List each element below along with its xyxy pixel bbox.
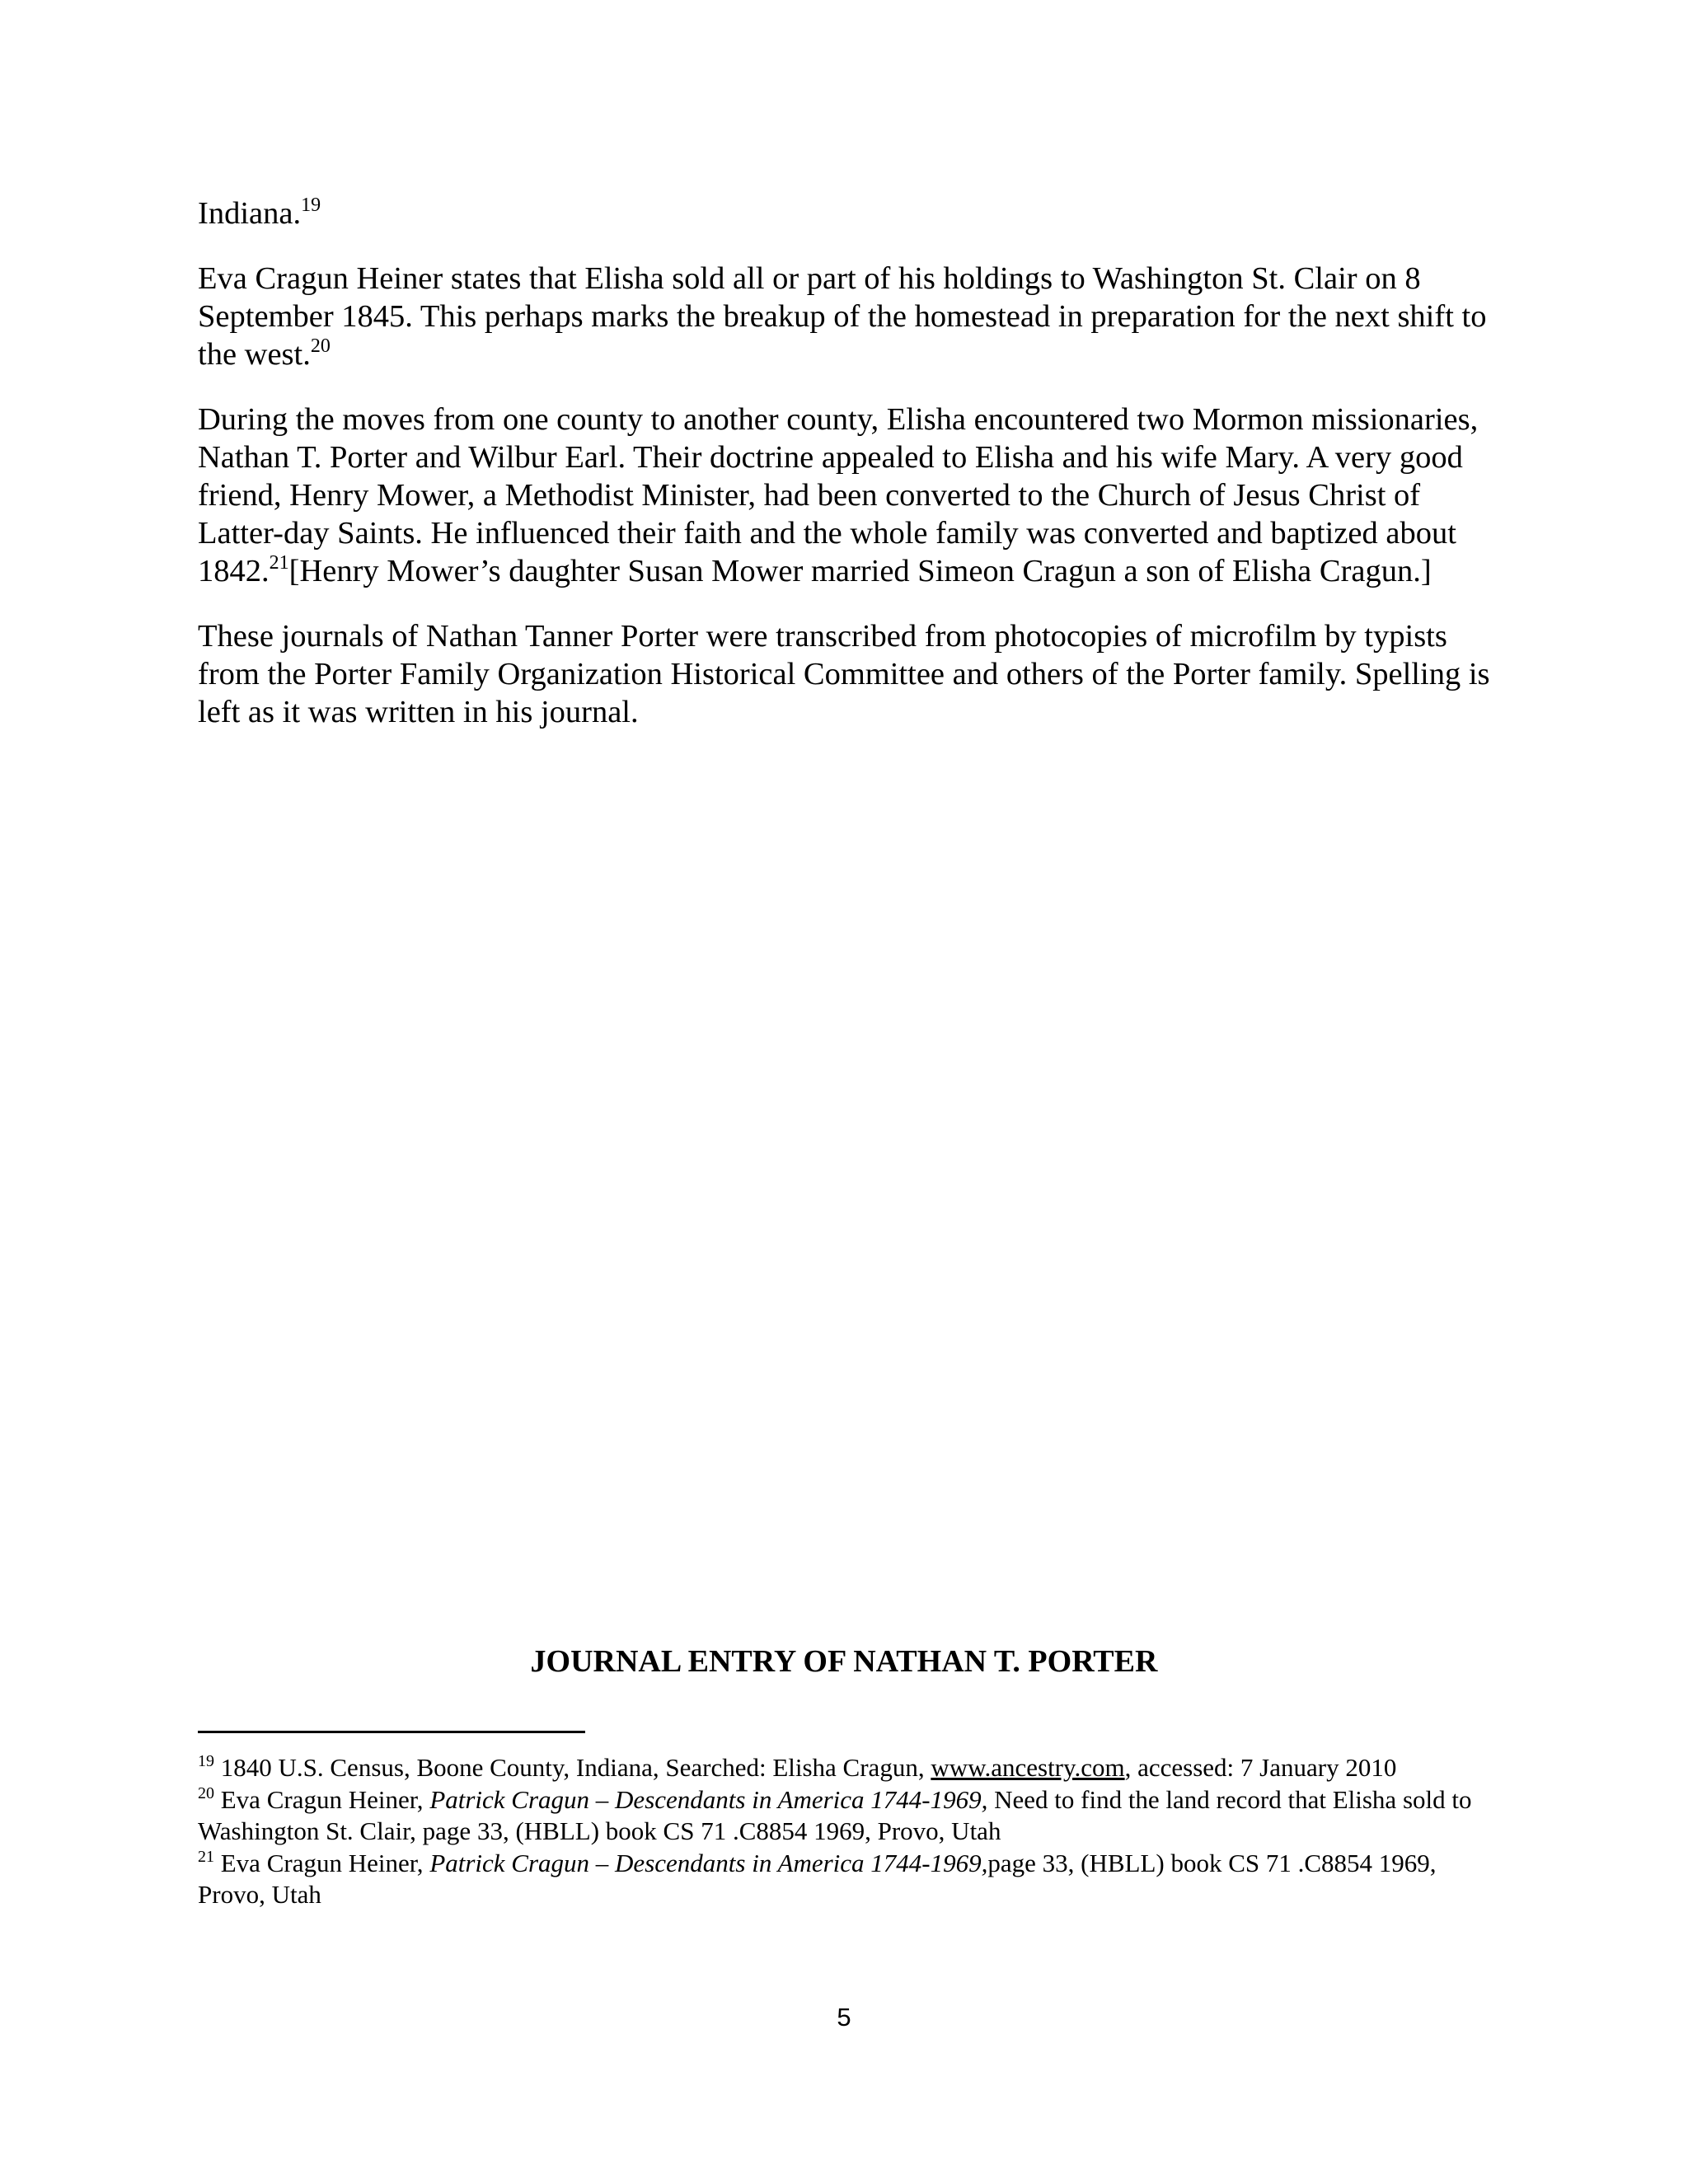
paragraph-3-bracket-note: [Henry Mower’s daughter Susan Mower married Simeon Cragun a son of Elisha Cragun.] [288, 554, 1432, 588]
footnote-ref-21[interactable]: 21 [269, 552, 289, 574]
footnote-text: Eva Cragun Heiner, [214, 1848, 430, 1877]
book-title: Patrick Cragun – Descendants in America 1744-1969, [429, 1848, 988, 1877]
footnote-number: 21 [198, 1847, 214, 1866]
footnote-number: 20 [198, 1783, 214, 1802]
footnotes [198, 1752, 1484, 1911]
paragraph-2-text: Eva Cragun Heiner states that Elisha sold all or part of his holdings to Washington St. Clair on 8 September 1845. This perhaps marks the breakup of the homestead in preparation for the next shift to the west. [198, 261, 1487, 372]
section-heading: JOURNAL ENTRY OF NATHAN T. PORTER [530, 1644, 1158, 1679]
ancestry-link[interactable]: www.ancestry.com [931, 1753, 1125, 1782]
paragraph-4-text: These journals of Nathan Tanner Porter were transcribed from photocopies of microfilm by typists from the Porter Family Organization Historical Committee and others of the Porter family. Spelling is left as it was written in his journal. [198, 619, 1490, 729]
book-title: Patrick Cragun – Descendants in America 1744-1969, [429, 1784, 988, 1814]
footnote-21 [198, 1848, 1484, 1911]
footnote-text: page 33, (HBLL) book CS 71 .C8854 1969, Provo, Utah [198, 1848, 1437, 1909]
paragraph-4 [198, 617, 1492, 731]
footnote-19 [198, 1752, 1484, 1784]
paragraph-2 [198, 260, 1492, 373]
paragraph-1-text: Indiana. [198, 196, 302, 231]
footnote-text: , accessed: 7 January 2010 [1124, 1753, 1397, 1782]
footnote-text: Eva Cragun Heiner, [214, 1784, 430, 1814]
footnote-20 [198, 1784, 1484, 1848]
footnote-ref-19[interactable]: 19 [301, 194, 321, 216]
footnote-ref-20[interactable]: 20 [310, 335, 331, 357]
footnote-text: Need to find the land record that Elisha sold to Washington St. Clair, page 33, (HBLL) book CS 71 .C8854 1969, Provo, Utah [198, 1784, 1472, 1845]
paragraph-3 [198, 401, 1492, 590]
page-number: 5 [837, 2003, 851, 2032]
paragraph-3-text: During the moves from one county to another county, Elisha encountered two Mormon missionaries, Nathan T. Porter and Wilbur Earl. Their doctrine appealed to Elisha and his wife Mary. A very good friend, Henry Mower, a Methodist Minister, had been converted to the Church of Jesus Christ of Latter-day Saints. He influenced their faith and the whole family was converted and baptized about 1842. [198, 402, 1479, 588]
paragraph-1 [198, 194, 1492, 232]
body-text [198, 194, 1492, 758]
footnote-separator [198, 1731, 585, 1733]
footnote-text: 1840 U.S. Census, Boone County, Indiana, Searched: Elisha Cragun, [214, 1753, 931, 1782]
footnote-number: 19 [198, 1752, 214, 1770]
